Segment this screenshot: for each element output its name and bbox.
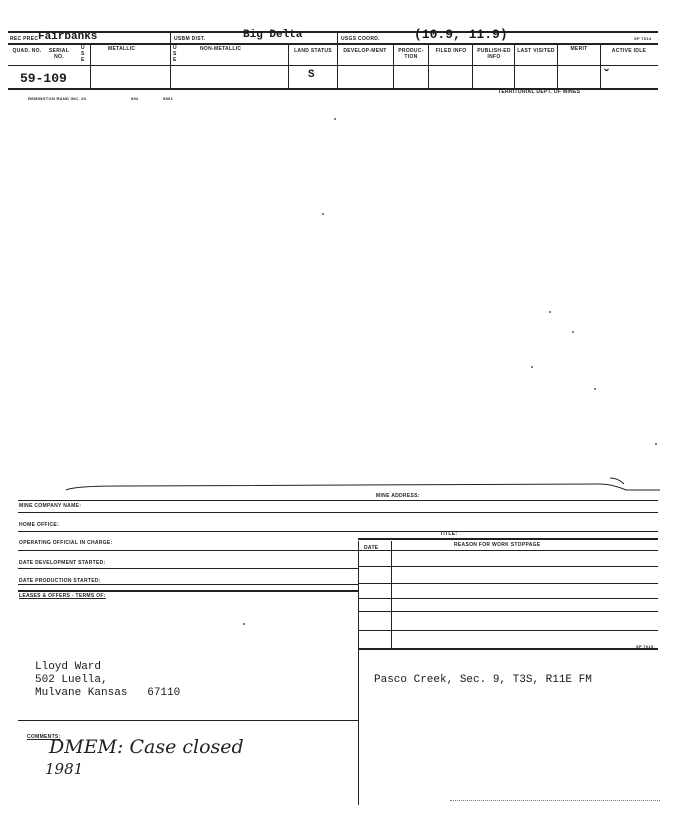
col-use-b: U S E bbox=[173, 45, 177, 63]
col-published-info: PUBLISH-ED INFO bbox=[477, 48, 511, 60]
comments-label: COMMENTS: bbox=[27, 734, 61, 740]
owner-street: 502 Luella, bbox=[35, 674, 108, 686]
usgs-coord-value: (10.9, 11.9) bbox=[414, 27, 508, 42]
footer-printer: REMINGTON RAND INC. 20 bbox=[28, 96, 87, 101]
col-use-a: U S E bbox=[81, 45, 85, 63]
usbm-dist-label: USBM DIST. bbox=[174, 36, 206, 42]
title-label: TITLE: bbox=[440, 531, 458, 537]
handwritten-comment: DMEM: Case closed bbox=[49, 736, 244, 758]
quad-serial-value: 59-109 bbox=[20, 71, 67, 86]
usbm-dist-value: Big Delta bbox=[243, 29, 303, 41]
col-merit: MERIT bbox=[570, 46, 588, 52]
handwritten-year: 1981 bbox=[45, 760, 84, 778]
land-status-value: S bbox=[308, 69, 315, 81]
col-non-metallic: NON-METALLIC bbox=[200, 46, 242, 52]
owner-name: Lloyd Ward bbox=[35, 661, 102, 673]
col-quad-no: QUAD. NO. bbox=[12, 48, 42, 54]
reason-col-label: REASON FOR WORK STOPPAGE bbox=[454, 542, 541, 548]
idle-check-mark: ˇ bbox=[604, 66, 609, 82]
rec-prec-label: REC PREC bbox=[10, 36, 39, 42]
form-code-bottom: SP 7015 bbox=[636, 644, 654, 649]
col-metallic: METALLIC bbox=[108, 46, 136, 52]
col-active-idle: ACTIVE IDLE bbox=[611, 48, 647, 54]
col-filed-info: FILED INFO bbox=[435, 48, 467, 54]
footer-territorial: TERRITORIAL DEPT. OF MINES bbox=[498, 89, 581, 95]
date-production-label: DATE PRODUCTION STARTED: bbox=[19, 578, 101, 584]
col-serial-no: SERIAL NO. bbox=[48, 48, 70, 60]
col-land-status: LAND STATUS bbox=[294, 48, 332, 54]
operating-official-label: OPERATING OFFICIAL IN CHARGE: bbox=[19, 540, 113, 546]
date-col-label: DATE bbox=[364, 545, 379, 551]
footer-code-a: 892 bbox=[131, 96, 139, 101]
footer-code-b: 5801 bbox=[163, 96, 174, 101]
rec-prec-value: Fairbanks bbox=[38, 31, 98, 43]
location-description: Pasco Creek, Sec. 9, T3S, R11E FM bbox=[374, 674, 592, 686]
mine-address-label: MINE ADDRESS: bbox=[376, 493, 420, 499]
home-office-label: HOME OFFICE: bbox=[19, 522, 59, 528]
mine-company-name-label: MINE COMPANY NAME: bbox=[19, 503, 82, 509]
col-development: DEVELOP-MENT bbox=[343, 48, 387, 54]
col-production: PRODUC-TION bbox=[398, 48, 424, 60]
leases-offers-label: LEASES & OFFERS - TERMS OF: bbox=[19, 593, 106, 599]
usgs-coord-label: USGS COORD. bbox=[341, 36, 380, 42]
owner-city: Mulvane Kansas 67110 bbox=[35, 687, 181, 699]
form-code-top: SP 7014 bbox=[634, 36, 652, 41]
card-curved-edge bbox=[0, 470, 678, 500]
date-development-label: DATE DEVELOPMENT STARTED: bbox=[19, 560, 106, 566]
col-last-visited: LAST VISITED bbox=[517, 48, 555, 54]
